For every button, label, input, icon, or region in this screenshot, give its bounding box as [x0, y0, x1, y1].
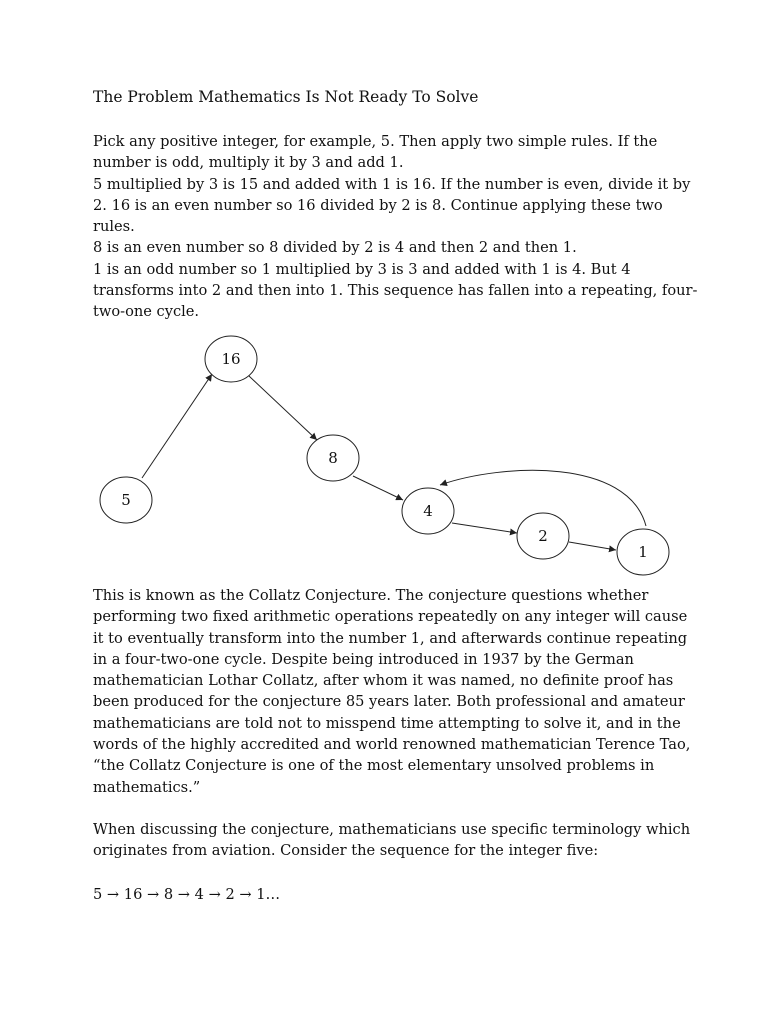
- text-line: it to eventually transform into the number 1, and afterwards continue repeating: [93, 629, 688, 647]
- text-line: transforms into 2 and then into 1. This sequence has fallen into a repeating, four-: [93, 282, 698, 300]
- edge-16-to-8: [249, 376, 317, 440]
- text-line: 1 is an odd number so 1 multiplied by 3 is 3 and added with 1 is 4. But 4: [93, 260, 631, 278]
- text-line: performing two fixed arithmetic operations repeatedly on any integer will cause: [93, 608, 688, 626]
- text-line: 8 is an even number so 8 divided by 2 is 4 and then 2 and then 1.: [93, 239, 577, 257]
- node-label: 2: [538, 527, 548, 545]
- text-line: When discussing the conjecture, mathematicians use specific terminology which: [93, 821, 691, 838]
- text-line: originates from aviation. Consider the sequence for the integer five:: [93, 842, 599, 860]
- edge-4-to-2: [452, 523, 517, 533]
- node-5: [100, 477, 152, 523]
- text-line: Pick any positive integer, for example, 5. Then apply two simple rules. If the: [93, 133, 658, 150]
- text-line: mathematics.”: [93, 778, 201, 796]
- text-line: words of the highly accredited and world renowned mathematician Terence Tao,: [93, 736, 691, 754]
- node-label: 16: [221, 350, 241, 368]
- body-paragraph-2: [93, 819, 691, 862]
- text-line: been produced for the conjecture 85 years later. Both professional and amateur: [93, 693, 685, 711]
- node-label: 8: [328, 449, 338, 467]
- text-line: rules.: [93, 218, 135, 236]
- text-line: number is odd, multiply it by 3 and add 1.: [93, 154, 404, 172]
- node-2: [517, 513, 569, 559]
- node-4: [402, 488, 454, 534]
- sequence-text: 5 → 16 → 8 → 4 → 2 → 1…: [93, 886, 281, 903]
- node-16: [205, 336, 257, 382]
- node-label: 5: [121, 491, 131, 509]
- text-line: “the Collatz Conjecture is one of the most elementary unsolved problems in: [93, 757, 655, 775]
- text-line: 2. 16 is an even number so 16 divided by 2 is 8. Continue applying these two: [93, 196, 663, 214]
- edge-8-to-4: [353, 476, 403, 500]
- page-title: The Problem Mathematics Is Not Ready To Solve: [93, 88, 479, 106]
- text-line: mathematician Lothar Collatz, after whom it was named, no definite proof has: [93, 672, 674, 690]
- node-label: 1: [638, 543, 648, 561]
- text-line: This is known as the Collatz Conjecture. The conjecture questions whether: [93, 587, 649, 604]
- text-line: mathematicians are told not to misspend time attempting to solve it, and in the: [93, 714, 681, 732]
- text-line: 5 multiplied by 3 is 15 and added with 1 is 16. If the number is even, divide it by: [93, 175, 691, 193]
- body-paragraph-1: [93, 585, 691, 798]
- edge-2-to-1: [569, 542, 616, 550]
- collatz-diagram: [93, 328, 677, 580]
- text-line: two-one cycle.: [93, 303, 200, 321]
- edge-5-to-16: [142, 374, 212, 478]
- text-line: in a four-two-one cycle. Despite being introduced in 1937 by the German: [93, 650, 634, 668]
- node-1: [617, 529, 669, 575]
- node-8: [307, 435, 359, 481]
- node-label: 4: [423, 502, 433, 520]
- intro-paragraph: [93, 131, 698, 323]
- sequence-line: [93, 884, 678, 905]
